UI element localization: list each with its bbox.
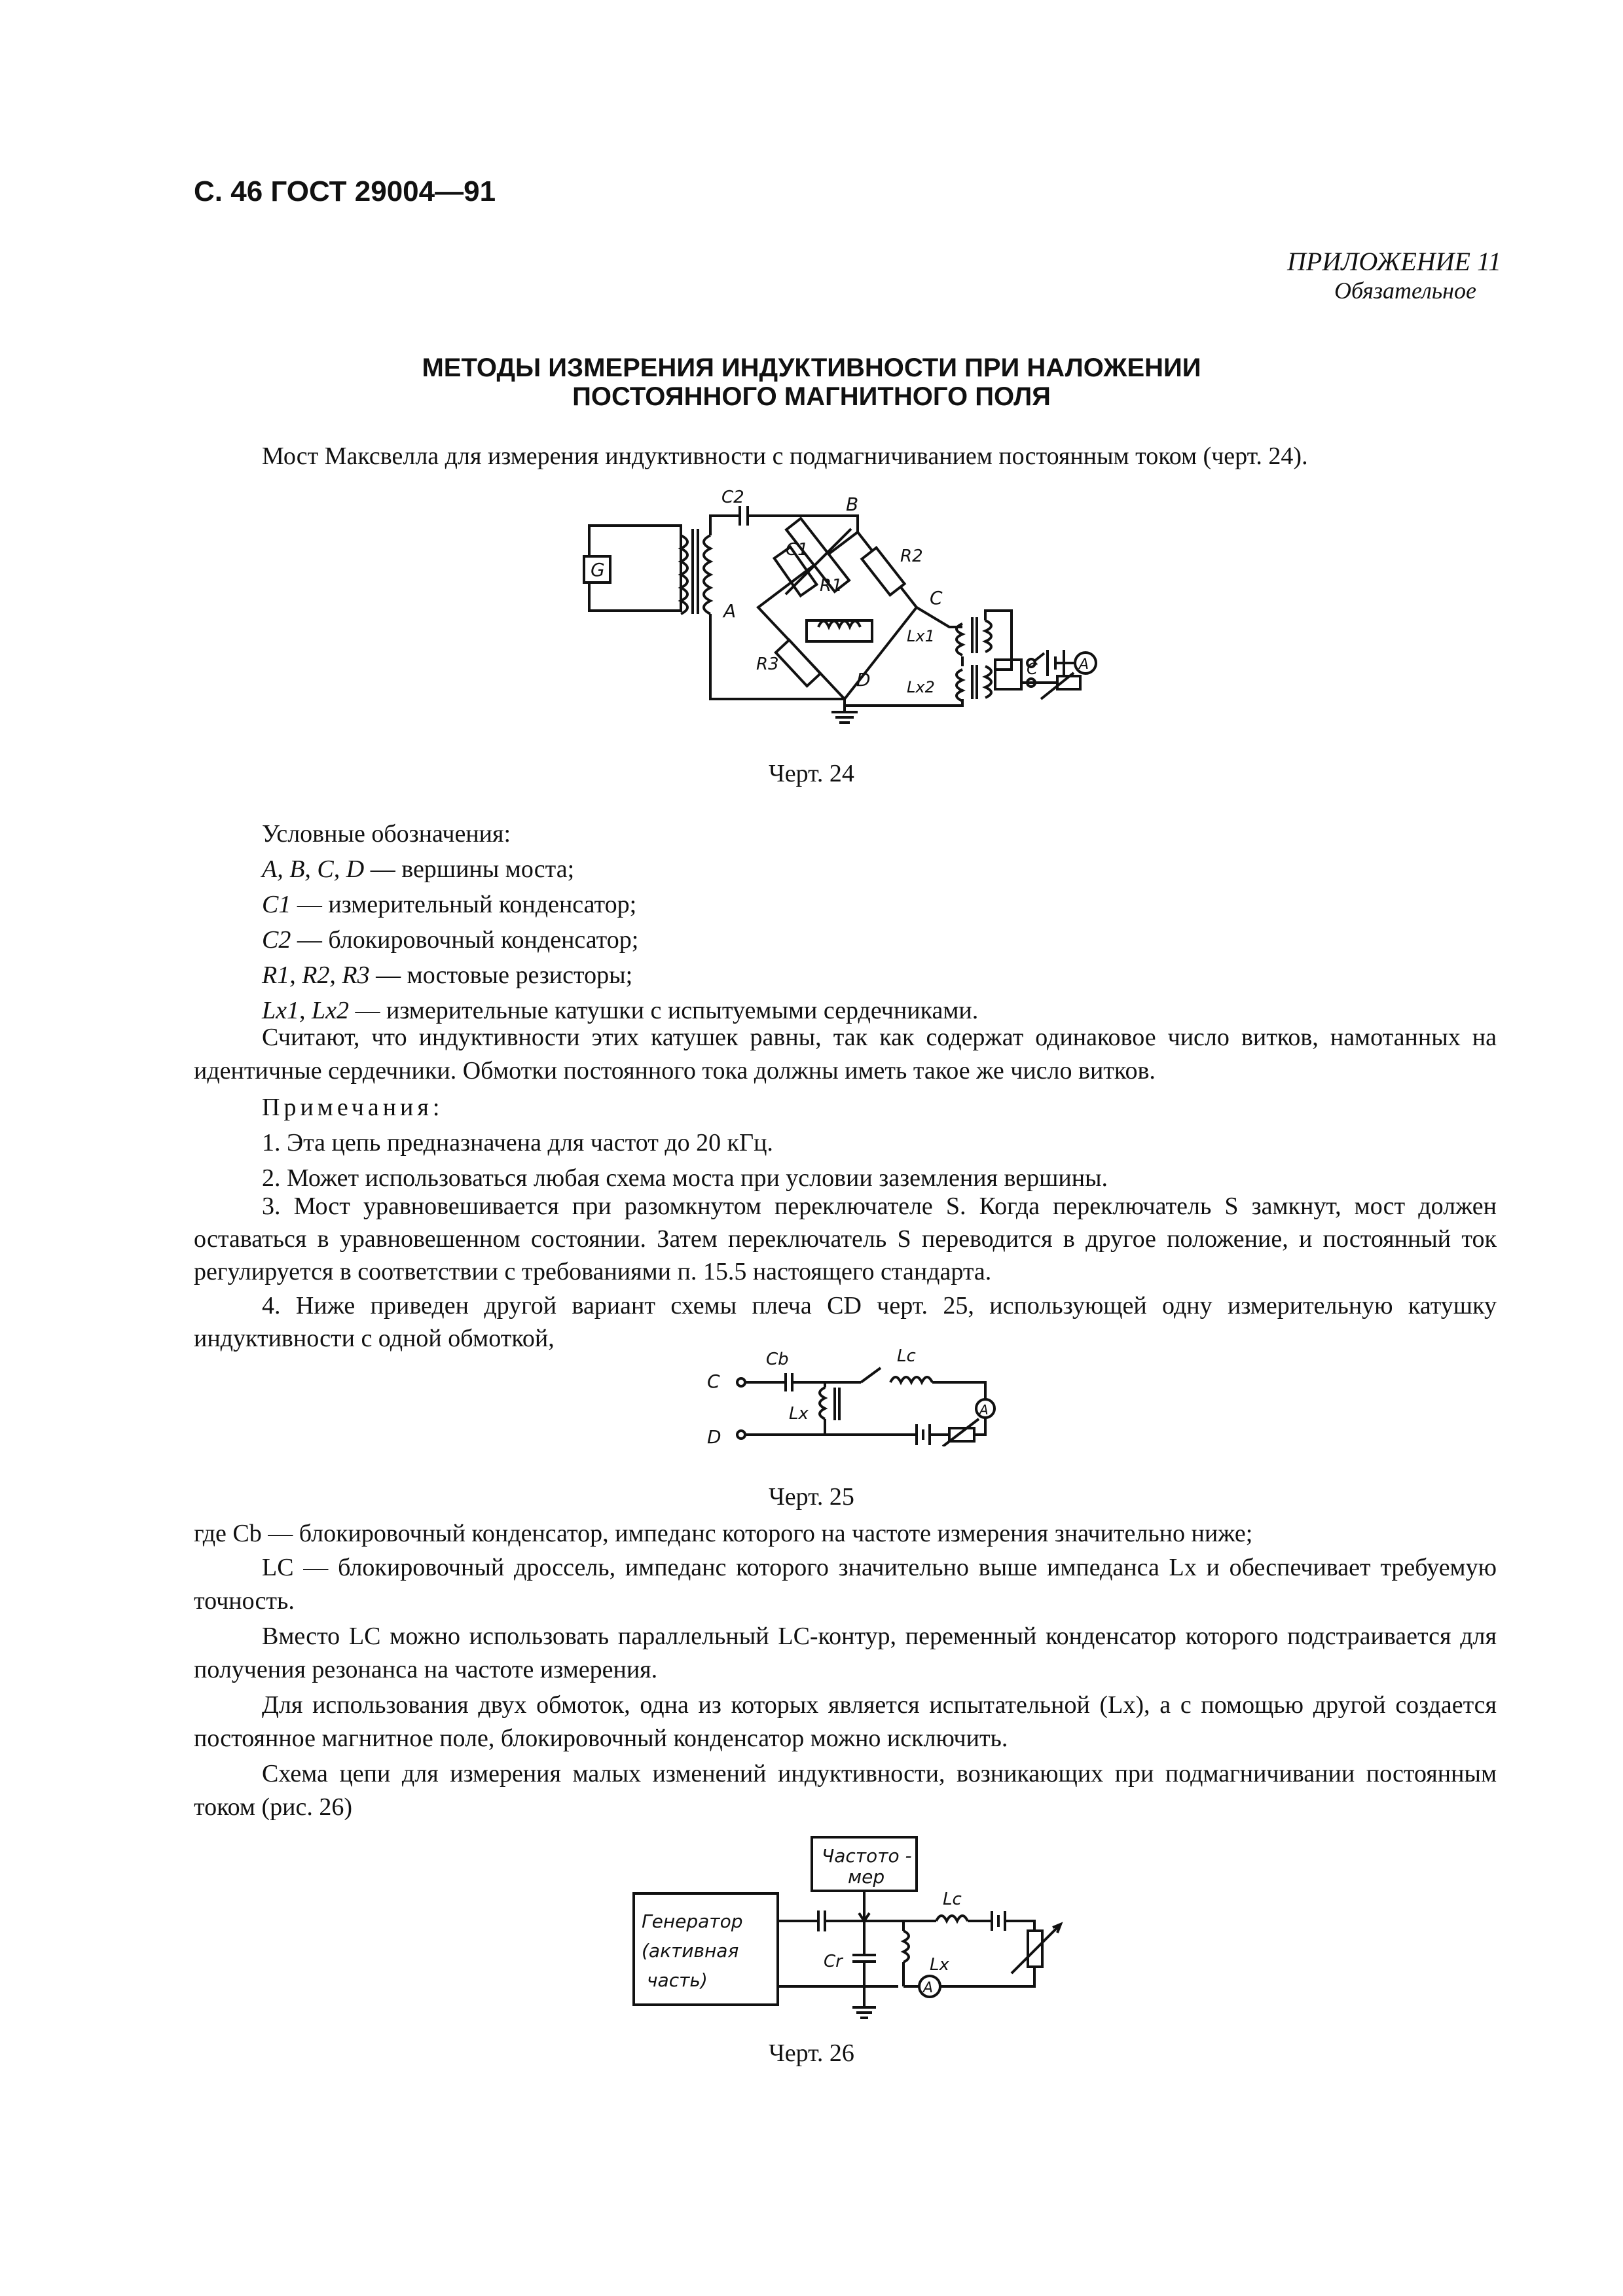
label-r3: R3 [756, 655, 779, 674]
label-lx-25: Lx [789, 1404, 809, 1424]
appendix-subtitle: Обязательное [1334, 278, 1476, 304]
fig25-caption: Черт. 25 [769, 1483, 854, 1511]
legend-item-5: Lx1, Lx2 — измерительные катушки с испытуемыми сердечниками. [262, 997, 979, 1024]
label-gen-1: Генератор [642, 1910, 743, 1932]
label-lx-26: Lx [930, 1955, 949, 1975]
label-lx1: Lx1 [907, 627, 935, 645]
note-4: 4. Ниже приведен другой вариант схемы плеча CD черт. 25, использующей одну измерительную катушку индуктивности с одной обмоткой, [194, 1292, 1497, 1352]
title-line-1: МЕТОДЫ ИЗМЕРЕНИЯ ИНДУКТИВНОСТИ ПРИ НАЛОЖЕНИИ [422, 353, 1201, 382]
legend-item-3: C2 — блокировочный конденсатор; [262, 926, 639, 954]
label-freq-2: мер [848, 1866, 885, 1888]
legend-item-2: C1 — измерительный конденсатор; [262, 891, 637, 918]
label-ammeter-26: A [923, 1980, 934, 1996]
label-freq-1: Частото - [822, 1845, 912, 1867]
note-1: 1. Эта цепь предназначена для частот до 20 кГц. [262, 1129, 773, 1157]
label-gen-3: часть) [647, 1969, 708, 1991]
notes-heading: Примечания: [262, 1094, 444, 1121]
label-ammeter-25: A [979, 1402, 989, 1418]
label-gen-2: (активная [642, 1940, 739, 1962]
label-cr: Cr [824, 1952, 843, 1971]
label-r1: R1 [820, 576, 843, 596]
label-c1: C1 [786, 540, 809, 560]
fig26-caption: Черт. 26 [769, 2039, 854, 2067]
label-lc-25: Lc [897, 1346, 916, 1366]
title-line-2: ПОСТОЯННОГО МАГНИТНОГО ПОЛЯ [572, 382, 1051, 411]
label-r2: R2 [900, 547, 923, 566]
label-d: D [856, 669, 871, 691]
intro-paragraph: Мост Максвелла для измерения индуктивности с подмагничиванием постоянным током (черт. 24). [262, 442, 1308, 470]
note-2: 2. Может использоваться любая схема моста при условии заземления вершины. [262, 1164, 1108, 1192]
note-3: 3. Мост уравновешивается при разомкнутом переключателе S. Когда переключатель S замкнут, мост должен оставаться в уравновешенном состоянии. Затем переключатель S переводится в другое положение, и постоянный ток регулируется в соответствии с требованиями п. 15.5 настоящего стандарта. [194, 1193, 1497, 1285]
label-c2: C2 [721, 490, 744, 507]
paragraph-equal: Считают, что индуктивности этих катушек равны, так как содержат одинаковое число витков, намотанных на идентичные сердечники. Обмотки постоянного тока должны иметь такое же число витков. [194, 1024, 1497, 1085]
maxwell-bridge-diagram [576, 490, 1133, 738]
legend [262, 816, 978, 1028]
paragraph-scheme: Схема цепи для измерения малых изменений индуктивности, возникающих при подмагничивании постоянным током (рис. 26) [194, 1760, 1497, 1821]
cd-arm-diagram [701, 1335, 1002, 1446]
label-lc-26: Lc [943, 1890, 962, 1909]
legend-item-4: R1, R2, R3 — мостовые резисторы; [262, 961, 633, 989]
fig24-caption: Черт. 24 [769, 760, 854, 787]
label-d-25: D [707, 1426, 721, 1446]
label-a: A [723, 600, 737, 622]
label-c-25: C [707, 1371, 720, 1392]
label-s: C [1027, 660, 1038, 678]
where-cb: где Cb — блокировочный конденсатор, импеданс которого на частоте измерения значительно ниже; [194, 1520, 1253, 1547]
page-header: С. 46 ГОСТ 29004—91 [194, 175, 496, 207]
inductance-change-diagram [629, 1836, 1100, 2039]
label-ammeter-24: A [1079, 656, 1089, 673]
label-cb: Cb [766, 1350, 789, 1369]
label-lx2: Lx2 [907, 678, 935, 696]
appendix-title: ПРИЛОЖЕНИЕ 11 [1287, 247, 1501, 276]
label-g: G [591, 559, 605, 581]
appendix-label [1287, 247, 1501, 305]
label-c: C [930, 587, 943, 609]
paragraph-two-windings: Для использования двух обмоток, одна из которых является испытательной (Lx), а с помощью другой создается постоянное магнитное поле, блокировочный конденсатор можно исключить. [194, 1691, 1497, 1752]
where-lc: LC — блокировочный дроссель, импеданс которого значительно выше импеданса Lx и обеспечивает требуемую точность. [194, 1554, 1497, 1615]
notes [262, 1090, 1497, 1196]
section-title [0, 353, 1623, 411]
legend-heading: Условные обозначения: [262, 820, 511, 848]
label-b: B [846, 493, 859, 515]
legend-item-1: A, B, C, D — вершины моста; [262, 855, 575, 883]
paragraph-lc: Вместо LC можно использовать параллельный LC-контур, переменный конденсатор которого подстраивается для получения резонанса на частоте измерения. [194, 1623, 1497, 1683]
